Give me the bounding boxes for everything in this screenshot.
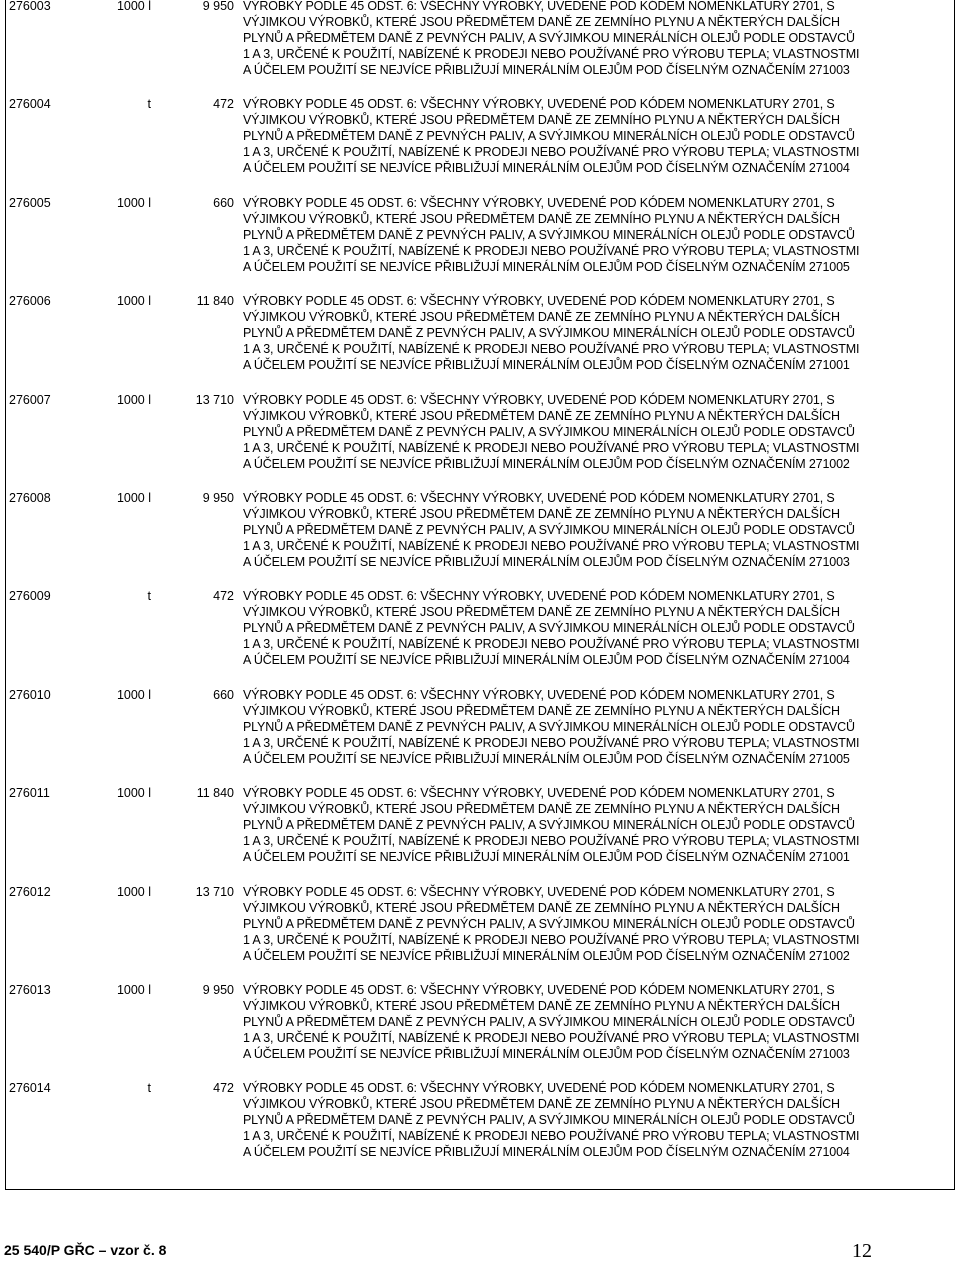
item-unit: t (147, 1081, 151, 1096)
description-line: PLYNŮ A PŘEDMĚTEM DANĚ Z PEVNÝCH PALIV, A SVÝJIMKOU MINERÁLNÍCH OLEJŮ PODLE ODSTAVCŮ (243, 818, 855, 833)
item-quantity: 472 (213, 97, 234, 112)
description-line: 1 A 3, URČENÉ K POUŽITÍ, NABÍZENÉ K PRODEJI NEBO POUŽÍVANÉ PRO VÝROBU TEPLA; VLASTNOSTMI (243, 440, 860, 455)
description-line: 1 A 3, URČENÉ K POUŽITÍ, NABÍZENÉ K PRODEJI NEBO POUŽÍVANÉ PRO VÝROBU TEPLA; VLASTNOSTMI (243, 834, 860, 849)
table-row (6, 484, 954, 582)
description-line: PLYNŮ A PŘEDMĚTEM DANĚ Z PEVNÝCH PALIV, A SVÝJIMKOU MINERÁLNÍCH OLEJŮ PODLE ODSTAVCŮ (243, 424, 855, 439)
description-line: VÝJIMKOU VÝROBKŮ, KTERÉ JSOU PŘEDMĚTEM DANĚ ZE ZEMNÍHO PLYNU A NĚKTERÝCH DALŠÍCH (243, 999, 840, 1013)
description-line: A ÚČELEM POUŽITÍ SE NEJVÍCE PŘIBLIŽUJÍ MINERÁLNÍM OLEJŮM POD ČÍSELNÝM OZNAČENÍM 271004 (243, 1145, 850, 1160)
table-row (6, 189, 954, 287)
description-line: VÝJIMKOU VÝROBKŮ, KTERÉ JSOU PŘEDMĚTEM DANĚ ZE ZEMNÍHO PLYNU A NĚKTERÝCH DALŠÍCH (243, 310, 840, 325)
item-quantity: 9 950 (202, 983, 234, 997)
item-quantity: 11 840 (196, 294, 234, 309)
item-quantity: 660 (213, 687, 234, 702)
item-description (243, 293, 949, 373)
table-row (6, 1074, 954, 1172)
description-line: 1 A 3, URČENÉ K POUŽITÍ, NABÍZENÉ K PRODEJI NEBO POUŽÍVANÉ PRO VÝROBU TEPLA; VLASTNOSTMI (243, 342, 860, 357)
item-code: 276007 (9, 392, 51, 407)
item-code: 276009 (9, 589, 51, 604)
description-line: VÝJIMKOU VÝROBKŮ, KTERÉ JSOU PŘEDMĚTEM DANĚ ZE ZEMNÍHO PLYNU A NĚKTERÝCH DALŠÍCH (243, 408, 840, 423)
table-row (6, 90, 954, 188)
description-line: A ÚČELEM POUŽITÍ SE NEJVÍCE PŘIBLIŽUJÍ MINERÁLNÍM OLEJŮM POD ČÍSELNÝM OZNAČENÍM 271003 (243, 63, 850, 77)
description-line: PLYNŮ A PŘEDMĚTEM DANĚ Z PEVNÝCH PALIV, A SVÝJIMKOU MINERÁLNÍCH OLEJŮ PODLE ODSTAVCŮ (243, 1015, 855, 1029)
item-unit: 1000 l (116, 294, 151, 309)
item-unit: 1000 l (116, 884, 151, 899)
description-line: 1 A 3, URČENÉ K POUŽITÍ, NABÍZENÉ K PRODEJI NEBO POUŽÍVANÉ PRO VÝROBU TEPLA; VLASTNOSTMI (243, 735, 860, 750)
table-row (6, 287, 954, 385)
item-code: 276008 (9, 491, 51, 505)
item-unit: 1000 l (116, 392, 151, 407)
table-row (6, 878, 954, 976)
description-line: PLYNŮ A PŘEDMĚTEM DANĚ Z PEVNÝCH PALIV, A SVÝJIMKOU MINERÁLNÍCH OLEJŮ PODLE ODSTAVCŮ (243, 523, 855, 537)
description-line: PLYNŮ A PŘEDMĚTEM DANĚ Z PEVNÝCH PALIV, A SVÝJIMKOU MINERÁLNÍCH OLEJŮ PODLE ODSTAVCŮ (243, 227, 855, 242)
description-line: A ÚČELEM POUŽITÍ SE NEJVÍCE PŘIBLIŽUJÍ MINERÁLNÍM OLEJŮM POD ČÍSELNÝM OZNAČENÍM 271004 (243, 161, 850, 176)
description-line: VÝROBKY PODLE 45 ODST. 6: VŠECHNY VÝROBKY, UVEDENÉ POD KÓDEM NOMENKLATURY 2701, S (243, 0, 835, 13)
description-line: VÝROBKY PODLE 45 ODST. 6: VŠECHNY VÝROBKY, UVEDENÉ POD KÓDEM NOMENKLATURY 2701, S (243, 195, 835, 210)
item-unit: 1000 l (116, 491, 151, 505)
description-line: VÝROBKY PODLE 45 ODST. 6: VŠECHNY VÝROBKY, UVEDENÉ POD KÓDEM NOMENKLATURY 2701, S (243, 983, 835, 997)
description-line: A ÚČELEM POUŽITÍ SE NEJVÍCE PŘIBLIŽUJÍ MINERÁLNÍM OLEJŮM POD ČÍSELNÝM OZNAČENÍM 271001 (243, 358, 850, 373)
table-row (6, 582, 954, 680)
description-line: VÝJIMKOU VÝROBKŮ, KTERÉ JSOU PŘEDMĚTEM DANĚ ZE ZEMNÍHO PLYNU A NĚKTERÝCH DALŠÍCH (243, 507, 840, 521)
description-line: A ÚČELEM POUŽITÍ SE NEJVÍCE PŘIBLIŽUJÍ MINERÁLNÍM OLEJŮM POD ČÍSELNÝM OZNAČENÍM 271005 (243, 259, 850, 274)
item-description (243, 490, 949, 570)
description-line: VÝROBKY PODLE 45 ODST. 6: VŠECHNY VÝROBKY, UVEDENÉ POD KÓDEM NOMENKLATURY 2701, S (243, 294, 835, 309)
description-line: VÝJIMKOU VÝROBKŮ, KTERÉ JSOU PŘEDMĚTEM DANĚ ZE ZEMNÍHO PLYNU A NĚKTERÝCH DALŠÍCH (243, 211, 840, 226)
item-description (243, 96, 949, 176)
description-line: PLYNŮ A PŘEDMĚTEM DANĚ Z PEVNÝCH PALIV, A SVÝJIMKOU MINERÁLNÍCH OLEJŮ PODLE ODSTAVCŮ (243, 719, 855, 734)
item-description (243, 392, 949, 472)
description-line: A ÚČELEM POUŽITÍ SE NEJVÍCE PŘIBLIŽUJÍ MINERÁLNÍM OLEJŮM POD ČÍSELNÝM OZNAČENÍM 271004 (243, 653, 850, 668)
item-description (243, 884, 949, 964)
item-code: 276013 (9, 983, 51, 997)
description-line: 1 A 3, URČENÉ K POUŽITÍ, NABÍZENÉ K PRODEJI NEBO POUŽÍVANÉ PRO VÝROBU TEPLA; VLASTNOSTMI (243, 637, 860, 652)
description-line: A ÚČELEM POUŽITÍ SE NEJVÍCE PŘIBLIŽUJÍ MINERÁLNÍM OLEJŮM POD ČÍSELNÝM OZNAČENÍM 271002 (243, 948, 850, 963)
item-description (243, 785, 949, 865)
item-description (243, 0, 949, 78)
item-code: 276003 (9, 0, 51, 13)
item-quantity: 13 710 (195, 392, 234, 407)
description-line: 1 A 3, URČENÉ K POUŽITÍ, NABÍZENÉ K PRODEJI NEBO POUŽÍVANÉ PRO VÝROBU TEPLA; VLASTNOSTMI (243, 539, 860, 553)
item-quantity: 9 950 (202, 491, 234, 505)
description-line: 1 A 3, URČENÉ K POUŽITÍ, NABÍZENÉ K PRODEJI NEBO POUŽÍVANÉ PRO VÝROBU TEPLA; VLASTNOSTMI (243, 145, 860, 160)
description-line: PLYNŮ A PŘEDMĚTEM DANĚ Z PEVNÝCH PALIV, A SVÝJIMKOU MINERÁLNÍCH OLEJŮ PODLE ODSTAVCŮ (243, 916, 855, 931)
page-number: 12 (852, 1240, 872, 1262)
description-line: VÝJIMKOU VÝROBKŮ, KTERÉ JSOU PŘEDMĚTEM DANĚ ZE ZEMNÍHO PLYNU A NĚKTERÝCH DALŠÍCH (243, 802, 840, 817)
description-line: PLYNŮ A PŘEDMĚTEM DANĚ Z PEVNÝCH PALIV, A SVÝJIMKOU MINERÁLNÍCH OLEJŮ PODLE ODSTAVCŮ (243, 621, 855, 636)
description-line: VÝJIMKOU VÝROBKŮ, KTERÉ JSOU PŘEDMĚTEM DANĚ ZE ZEMNÍHO PLYNU A NĚKTERÝCH DALŠÍCH (243, 113, 840, 128)
description-line: A ÚČELEM POUŽITÍ SE NEJVÍCE PŘIBLIŽUJÍ MINERÁLNÍM OLEJŮM POD ČÍSELNÝM OZNAČENÍM 271002 (243, 456, 850, 471)
description-line: 1 A 3, URČENÉ K POUŽITÍ, NABÍZENÉ K PRODEJI NEBO POUŽÍVANÉ PRO VÝROBU TEPLA; VLASTNOSTMI (243, 1031, 860, 1045)
table-row (6, 779, 954, 877)
item-code: 276005 (9, 195, 51, 210)
description-line: A ÚČELEM POUŽITÍ SE NEJVÍCE PŘIBLIŽUJÍ MINERÁLNÍM OLEJŮM POD ČÍSELNÝM OZNAČENÍM 271005 (243, 751, 850, 766)
item-quantity: 11 840 (196, 786, 234, 801)
description-line: A ÚČELEM POUŽITÍ SE NEJVÍCE PŘIBLIŽUJÍ MINERÁLNÍM OLEJŮM POD ČÍSELNÝM OZNAČENÍM 271001 (243, 850, 850, 865)
item-description (243, 588, 949, 668)
description-line: PLYNŮ A PŘEDMĚTEM DANĚ Z PEVNÝCH PALIV, A SVÝJIMKOU MINERÁLNÍCH OLEJŮ PODLE ODSTAVCŮ (243, 326, 855, 341)
form-identifier: 25 540/P GŘC – vzor č. 8 (4, 1242, 167, 1258)
description-line: 1 A 3, URČENÉ K POUŽITÍ, NABÍZENÉ K PRODEJI NEBO POUŽÍVANÉ PRO VÝROBU TEPLA; VLASTNOSTMI (243, 243, 860, 258)
description-line: VÝROBKY PODLE 45 ODST. 6: VŠECHNY VÝROBKY, UVEDENÉ POD KÓDEM NOMENKLATURY 2701, S (243, 687, 835, 702)
description-line: 1 A 3, URČENÉ K POUŽITÍ, NABÍZENÉ K PRODEJI NEBO POUŽÍVANÉ PRO VÝROBU TEPLA; VLASTNOSTMI (243, 932, 860, 947)
item-unit: 1000 l (116, 983, 151, 997)
item-code: 276004 (9, 97, 51, 112)
description-line: VÝROBKY PODLE 45 ODST. 6: VŠECHNY VÝROBKY, UVEDENÉ POD KÓDEM NOMENKLATURY 2701, S (243, 589, 835, 604)
items-table (5, 0, 955, 1190)
description-line: 1 A 3, URČENÉ K POUŽITÍ, NABÍZENÉ K PRODEJI NEBO POUŽÍVANÉ PRO VÝROBU TEPLA; VLASTNOSTMI (243, 47, 860, 61)
table-row (6, 681, 954, 779)
description-line: VÝJIMKOU VÝROBKŮ, KTERÉ JSOU PŘEDMĚTEM DANĚ ZE ZEMNÍHO PLYNU A NĚKTERÝCH DALŠÍCH (243, 900, 840, 915)
description-line: VÝROBKY PODLE 45 ODST. 6: VŠECHNY VÝROBKY, UVEDENÉ POD KÓDEM NOMENKLATURY 2701, S (243, 491, 835, 505)
item-code: 276011 (9, 786, 50, 801)
description-line: VÝROBKY PODLE 45 ODST. 6: VŠECHNY VÝROBKY, UVEDENÉ POD KÓDEM NOMENKLATURY 2701, S (243, 392, 835, 407)
description-line: VÝJIMKOU VÝROBKŮ, KTERÉ JSOU PŘEDMĚTEM DANĚ ZE ZEMNÍHO PLYNU A NĚKTERÝCH DALŠÍCH (243, 1097, 840, 1112)
description-line: VÝJIMKOU VÝROBKŮ, KTERÉ JSOU PŘEDMĚTEM DANĚ ZE ZEMNÍHO PLYNU A NĚKTERÝCH DALŠÍCH (243, 605, 840, 620)
description-line: A ÚČELEM POUŽITÍ SE NEJVÍCE PŘIBLIŽUJÍ MINERÁLNÍM OLEJŮM POD ČÍSELNÝM OZNAČENÍM 271003 (243, 1047, 850, 1061)
item-description (243, 982, 949, 1062)
table-row (6, 0, 954, 90)
description-line: VÝROBKY PODLE 45 ODST. 6: VŠECHNY VÝROBKY, UVEDENÉ POD KÓDEM NOMENKLATURY 2701, S (243, 786, 835, 801)
description-line: PLYNŮ A PŘEDMĚTEM DANĚ Z PEVNÝCH PALIV, A SVÝJIMKOU MINERÁLNÍCH OLEJŮ PODLE ODSTAVCŮ (243, 1113, 855, 1128)
description-line: PLYNŮ A PŘEDMĚTEM DANĚ Z PEVNÝCH PALIV, A SVÝJIMKOU MINERÁLNÍCH OLEJŮ PODLE ODSTAVCŮ (243, 31, 855, 45)
item-quantity: 9 950 (202, 0, 234, 13)
item-quantity: 13 710 (195, 884, 234, 899)
item-description (243, 1080, 949, 1160)
description-line: VÝJIMKOU VÝROBKŮ, KTERÉ JSOU PŘEDMĚTEM DANĚ ZE ZEMNÍHO PLYNU A NĚKTERÝCH DALŠÍCH (243, 15, 840, 29)
item-code: 276010 (9, 687, 51, 702)
description-line: VÝROBKY PODLE 45 ODST. 6: VŠECHNY VÝROBKY, UVEDENÉ POD KÓDEM NOMENKLATURY 2701, S (243, 1081, 835, 1096)
item-quantity: 472 (213, 589, 234, 604)
item-unit: 1000 l (116, 0, 151, 13)
description-line: PLYNŮ A PŘEDMĚTEM DANĚ Z PEVNÝCH PALIV, A SVÝJIMKOU MINERÁLNÍCH OLEJŮ PODLE ODSTAVCŮ (243, 129, 855, 144)
description-line: VÝROBKY PODLE 45 ODST. 6: VŠECHNY VÝROBKY, UVEDENÉ POD KÓDEM NOMENKLATURY 2701, S (243, 97, 835, 112)
item-unit: 1000 l (116, 786, 151, 801)
item-description (243, 195, 949, 275)
description-line: 1 A 3, URČENÉ K POUŽITÍ, NABÍZENÉ K PRODEJI NEBO POUŽÍVANÉ PRO VÝROBU TEPLA; VLASTNOSTMI (243, 1129, 860, 1144)
item-description (243, 687, 949, 767)
item-quantity: 472 (213, 1081, 234, 1096)
table-row (6, 976, 954, 1074)
item-unit: 1000 l (116, 687, 151, 702)
item-unit: 1000 l (116, 195, 151, 210)
description-line: VÝJIMKOU VÝROBKŮ, KTERÉ JSOU PŘEDMĚTEM DANĚ ZE ZEMNÍHO PLYNU A NĚKTERÝCH DALŠÍCH (243, 703, 840, 718)
table-row (6, 386, 954, 484)
item-quantity: 660 (213, 195, 234, 210)
item-code: 276014 (9, 1081, 51, 1096)
item-unit: t (147, 97, 151, 112)
description-line: VÝROBKY PODLE 45 ODST. 6: VŠECHNY VÝROBKY, UVEDENÉ POD KÓDEM NOMENKLATURY 2701, S (243, 884, 835, 899)
item-code: 276006 (9, 294, 51, 309)
description-line: A ÚČELEM POUŽITÍ SE NEJVÍCE PŘIBLIŽUJÍ MINERÁLNÍM OLEJŮM POD ČÍSELNÝM OZNAČENÍM 271003 (243, 555, 850, 569)
item-unit: t (147, 589, 151, 604)
item-code: 276012 (9, 884, 51, 899)
